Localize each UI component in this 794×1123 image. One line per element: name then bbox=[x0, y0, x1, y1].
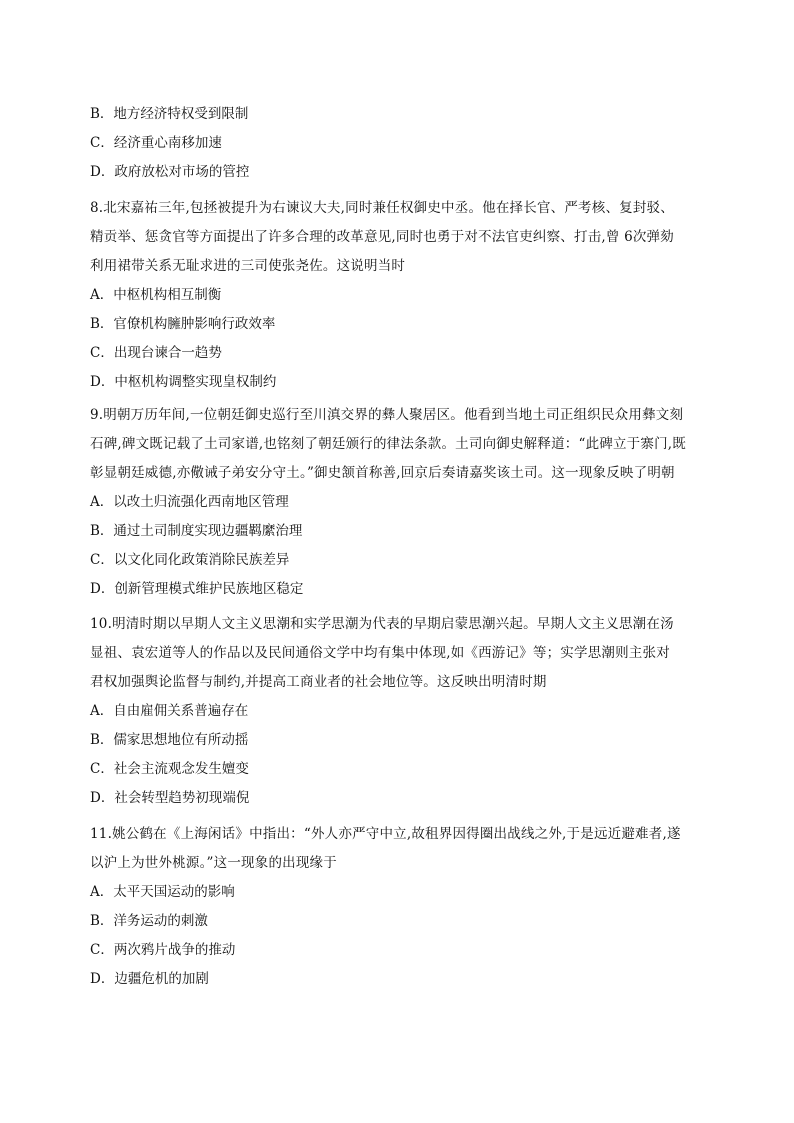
q8-option-d: D．中枢机构调整实现皇权制约 bbox=[90, 374, 277, 390]
q11-stem-line-1: 11.姚公鹤在《上海闲话》中指出：“外人亦严守中立,故租界因得圈出战线之外,于是远近避难者,遂 bbox=[90, 826, 681, 842]
q10-stem-line-1: 10.明清时期以早期人文主义思潮和实学思潮为代表的早期启蒙思潮兴起。早期人文主义思潮在汤 bbox=[90, 616, 674, 632]
q10-option-c: C．社会主流观念发生嬗变 bbox=[90, 761, 249, 777]
q8-stem-line-3: 利用裙带关系无耻求进的三司使张尧佐。这说明当时 bbox=[90, 258, 406, 274]
q9-stem-line-1: 9.明朝万历年间,一位朝廷御史巡行至川滇交界的彝人聚居区。他看到当地土司正组织民众用彝文刻 bbox=[90, 407, 684, 423]
q8-stem-line-1: 8.北宋嘉祐三年,包拯被提升为右谏议大夫,同时兼任权御史中丞。他在择长官、严考核、复封驳、 bbox=[90, 200, 674, 216]
q11-option-b: B．洋务运动的刺激 bbox=[90, 913, 208, 929]
q8-stem-line-2: 精贡举、惩贪官等方面提出了许多合理的改革意见,同时也勇于对不法官吏纠察、打击,曾 6次弹劾 bbox=[90, 229, 674, 245]
q8-option-a: A．中枢机构相互制衡 bbox=[90, 287, 222, 303]
q8-option-b: B．官僚机构臃肿影响行政效率 bbox=[90, 316, 276, 332]
q11-option-a: A．太平天国运动的影响 bbox=[90, 884, 235, 900]
q11-option-d: D．边疆危机的加剧 bbox=[90, 971, 209, 987]
q10-stem-line-3: 君权加强舆论监督与制约,并提高工商业者的社会地位等。这反映出明清时期 bbox=[90, 674, 547, 690]
q7-option-c: C．经济重心南移加速 bbox=[90, 135, 222, 151]
q9-option-a: A．以改土归流强化西南地区管理 bbox=[90, 494, 289, 510]
q10-stem-line-2: 显祖、袁宏道等人的作品以及民间通俗文学中均有集中体现,如《西游记》等；实学思潮则主张对 bbox=[90, 645, 670, 661]
q9-option-c: C．以文化同化政策消除民族差异 bbox=[90, 552, 290, 568]
q9-option-b: B．通过土司制度实现边疆羁縻治理 bbox=[90, 523, 303, 539]
q10-option-a: A．自由雇佣关系普遍存在 bbox=[90, 703, 249, 719]
q9-stem-line-2: 石碑,碑文既记载了土司家谱,也铭刻了朝廷颁行的律法条款。土司向御史解释道：“此碑立于寨门,既 bbox=[90, 436, 686, 452]
q8-option-c: C．出现台谏合一趋势 bbox=[90, 345, 222, 361]
q7-option-b: B．地方经济特权受到限制 bbox=[90, 106, 249, 122]
q9-option-d: D．创新管理模式维护民族地区稳定 bbox=[90, 581, 304, 597]
q10-option-b: B．儒家思想地位有所动摇 bbox=[90, 732, 249, 748]
q11-stem-line-2: 以沪上为世外桃源。”这一现象的出现缘于 bbox=[90, 855, 337, 871]
q11-option-c: C．两次鸦片战争的推动 bbox=[90, 942, 236, 958]
q7-option-d: D．政府放松对市场的管控 bbox=[90, 164, 250, 180]
q9-stem-line-3: 彰显朝廷威德,亦儆诫子弟安分守土。”御史颔首称善,回京后奏请嘉奖该土司。这一现象反映了明朝 bbox=[90, 465, 675, 481]
q10-option-d: D．社会转型趋势初现端倪 bbox=[90, 790, 250, 806]
